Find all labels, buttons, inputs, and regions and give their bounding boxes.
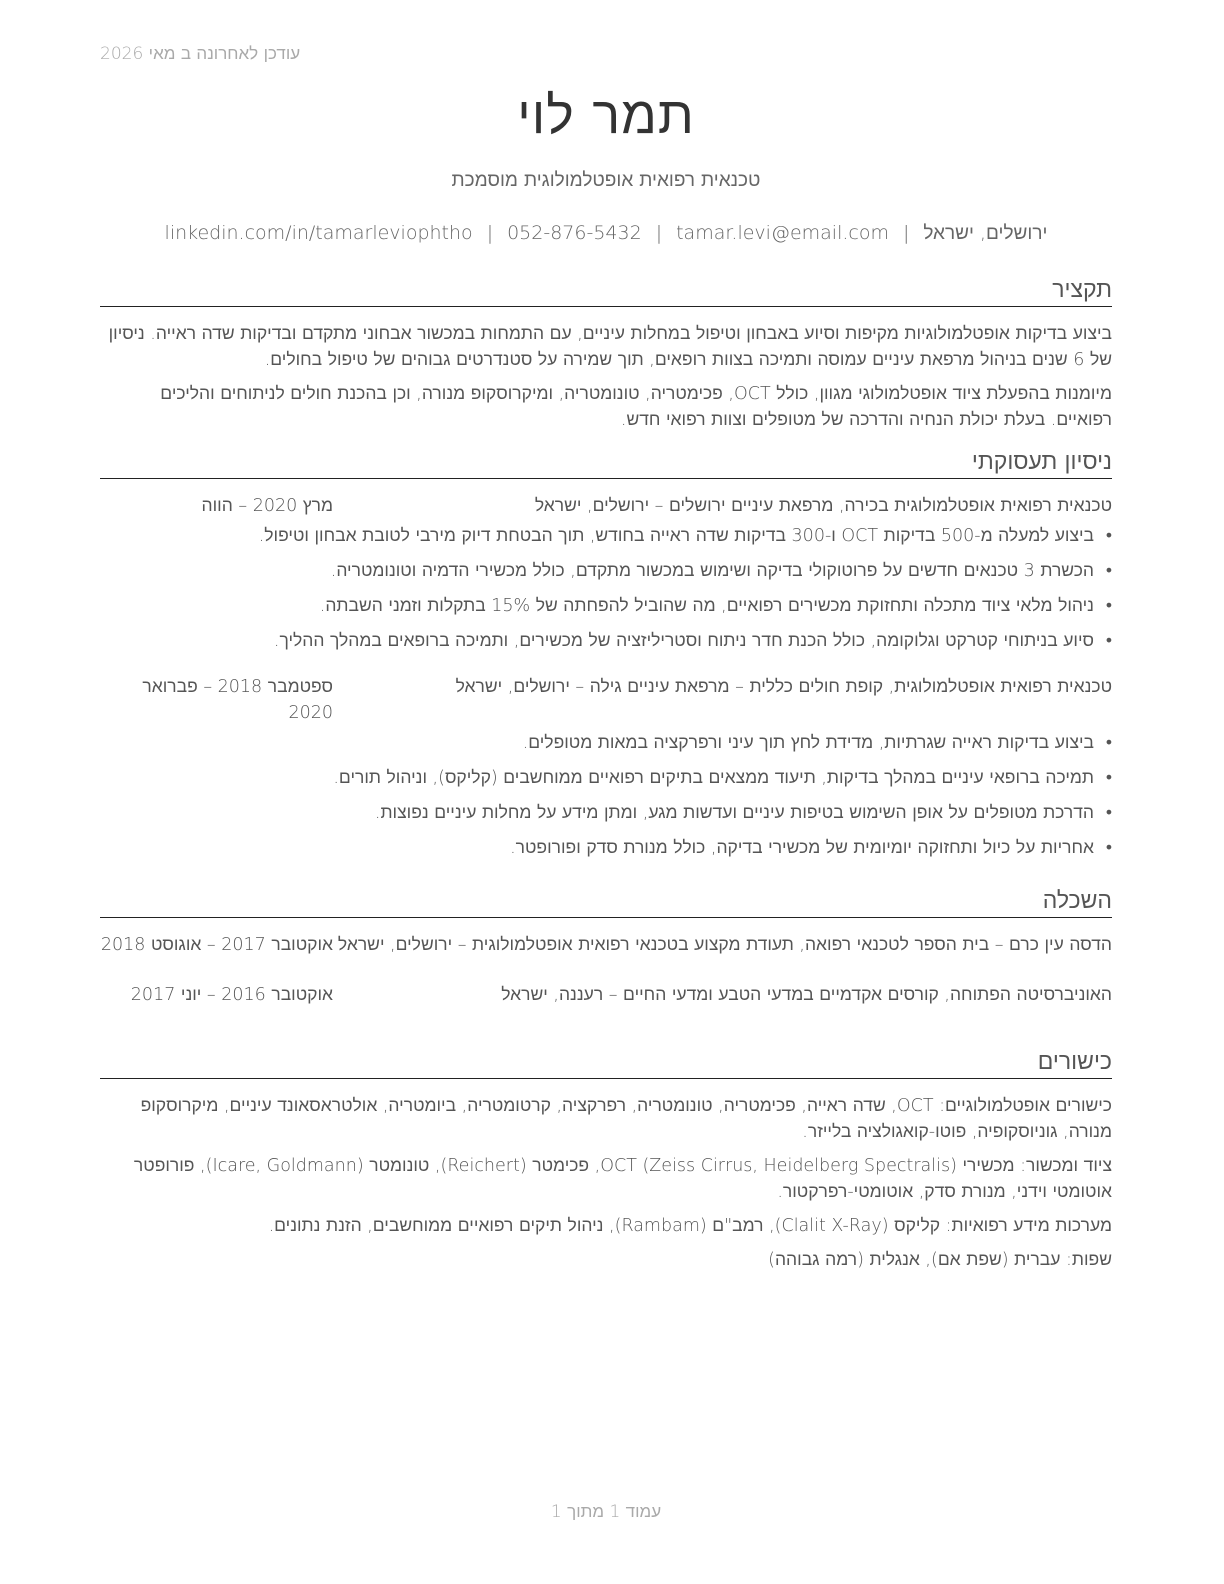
list-item: • הכשרת 3 טכנאים חדשים על פרוטוקולי בדיקה ושימוש במכשור מתקדם, כולל מכשירי הדמיה וטונומטריה. xyxy=(100,558,1112,584)
job-header xyxy=(100,674,1112,726)
summary-paragraph: ביצוע בדיקות אופטלמולוגיות מקיפות וסיוע באבחון וטיפול במחלות עיניים, עם התמחות במכשור אבחוני מתקדם ובדיקות שדה ראייה. ניסיון של 6 שנים בניהול מרפאת עיניים עמוסה ותמיכה בצוות רופאים, תוך שמירה על סטנדרטים גבוהים של טיפול בחולים. xyxy=(108,324,1112,370)
job-dates: מרץ 2020 – הווה xyxy=(201,496,333,516)
skill-line: שפות: עברית (שפת אם), אנגלית (רמה גבוהה) xyxy=(768,1250,1112,1270)
contact-separator: | xyxy=(902,222,910,244)
education-entry xyxy=(100,932,1112,958)
skill-line: מערכות מידע רפואיות: קליקס (Clalit X-Ray), רמב"ם (Rambam), ניהול תיקים רפואיים ממוחשבים, הזנת נתונים. xyxy=(268,1216,1112,1236)
contact-separator: | xyxy=(655,222,663,244)
skill-line: ציוד ומכשור: מכשירי OCT (Zeiss Cirrus, Heidelberg Spectralis), פכימטר (Reichert), טונומטר (Icare, Goldmann), פורופטר אוטומטי וידני, מנורת סדק, אוטומטי-רפרקטור. xyxy=(133,1156,1112,1202)
resume-page xyxy=(100,0,1112,1584)
summary-section xyxy=(100,275,1112,441)
bullet-icon: • xyxy=(1105,768,1112,788)
list-item: • ניהול מלאי ציוד מתכלה ותחזוקת מכשירים רפואיים, מה שהוביל להפחתה של 15% בתקלות וזמני השבתה. xyxy=(100,593,1112,619)
job-header xyxy=(100,493,1112,519)
skills-section xyxy=(100,1047,1112,1281)
last-updated: עודכן לאחרונה ב מאי 2026 xyxy=(100,44,301,64)
contact-separator: | xyxy=(486,222,494,244)
job-bullets xyxy=(100,523,1112,654)
bullet-icon: • xyxy=(1105,631,1112,651)
job-entry xyxy=(100,674,1112,861)
list-item: • אחריות על כיול ותחזוקה יומיומית של מכשירי בדיקה, כולל מנורת סדק ופורופטר. xyxy=(100,835,1112,861)
bullet-icon: • xyxy=(1105,838,1112,858)
list-item: • ביצוע למעלה מ-500 בדיקות OCT ו-300 בדיקות שדה ראייה בחודש, תוך הבטחת דיוק מירבי לטובת אבחון וטיפול. xyxy=(100,523,1112,549)
contact-phone[interactable]: 052-876-5432 xyxy=(507,222,642,244)
list-item: • תמיכה ברופאי עיניים במהלך בדיקות, תיעוד ממצאים בתיקים רפואיים ממוחשבים (קליקס), וניהול תורים. xyxy=(100,765,1112,791)
experience-section xyxy=(100,447,1112,870)
job-bullets xyxy=(100,730,1112,861)
education-dates: אוקטובר 2017 – אוגוסט 2018 xyxy=(100,935,333,955)
candidate-name: תמר לוי xyxy=(517,86,695,146)
education-institution: הדסה עין כרם – בית הספר לטכנאי רפואה, תעודת מקצוע בטכנאי רפואית אופטלמולוגית – ירושלים, ישראל xyxy=(337,935,1112,955)
list-item: • סיוע בניתוחי קטרקט וגלוקומה, כולל הכנת חדר ניתוח וסטריליזציה של מכשירים, ותמיכה ברופאים במהלך ההליך. xyxy=(100,628,1112,654)
contact-location: ירושלים, ישראל xyxy=(923,222,1048,244)
list-item: • הדרכת מטופלים על אופן השימוש בטיפות עיניים ועדשות מגע, ומתן מידע על מחלות עיניים נפוצות. xyxy=(100,800,1112,826)
page-number: עמוד 1 מתוך 1 xyxy=(550,1502,662,1522)
bullet-icon: • xyxy=(1105,733,1112,753)
job-entry xyxy=(100,493,1112,654)
contact-linkedin[interactable]: linkedin.com/in/tamarleviophtho xyxy=(164,222,473,244)
job-role: טכנאית רפואית אופטלמולוגית בכירה, מרפאת עיניים ירושלים – ירושלים, ישראל xyxy=(534,496,1112,516)
bullet-icon: • xyxy=(1105,561,1112,581)
section-heading: כישורים xyxy=(100,1047,1112,1079)
contact-line xyxy=(100,222,1112,245)
education-section xyxy=(100,886,1112,1008)
bullet-icon: • xyxy=(1105,803,1112,823)
candidate-title: טכנאית רפואית אופטלמולוגית מוסמכת xyxy=(451,169,761,191)
education-entry xyxy=(100,982,1112,1008)
section-heading: ניסיון תעסוקתי xyxy=(100,447,1112,479)
job-dates: ספטמבר 2018 – פברואר 2020 xyxy=(142,677,333,723)
section-heading: השכלה xyxy=(100,886,1112,918)
bullet-icon: • xyxy=(1105,596,1112,616)
bullet-icon: • xyxy=(1105,526,1112,546)
section-heading: תקציר xyxy=(100,275,1112,307)
contact-email[interactable]: tamar.levi@email.com xyxy=(676,222,889,244)
education-institution: האוניברסיטה הפתוחה, קורסים אקדמיים במדעי הטבע ומדעי החיים – רעננה, ישראל xyxy=(501,985,1112,1005)
education-dates: אוקטובר 2016 – יוני 2017 xyxy=(130,985,333,1005)
list-item: • ביצוע בדיקות ראייה שגרתיות, מדידת לחץ תוך עיני ורפרקציה במאות מטופלים. xyxy=(100,730,1112,756)
job-role: טכנאית רפואית אופטלמולוגית, קופת חולים כללית – מרפאת עיניים גילה – ירושלים, ישראל xyxy=(455,677,1112,697)
summary-paragraph: מיומנות בהפעלת ציוד אופטלמולוגי מגוון, כולל OCT, פכימטריה, טונומטריה, ומיקרוסקופ מנורה, וכן בהכנת חולים לניתוחים והליכים רפואיים. בעלת יכולת הנחיה והדרכה של מטופלים וצוות רפואי חדש. xyxy=(160,384,1112,430)
skill-line: כישורים אופטלמולוגיים: OCT, שדה ראייה, פכימטריה, טונומטריה, רפרקציה, קרטומטריה, ביומטריה, אולטראסאונד עיניים, מיקרוסקופ מנורה, גוניוסקופיה, פוטו-קואגולציה בלייזר. xyxy=(140,1096,1112,1142)
